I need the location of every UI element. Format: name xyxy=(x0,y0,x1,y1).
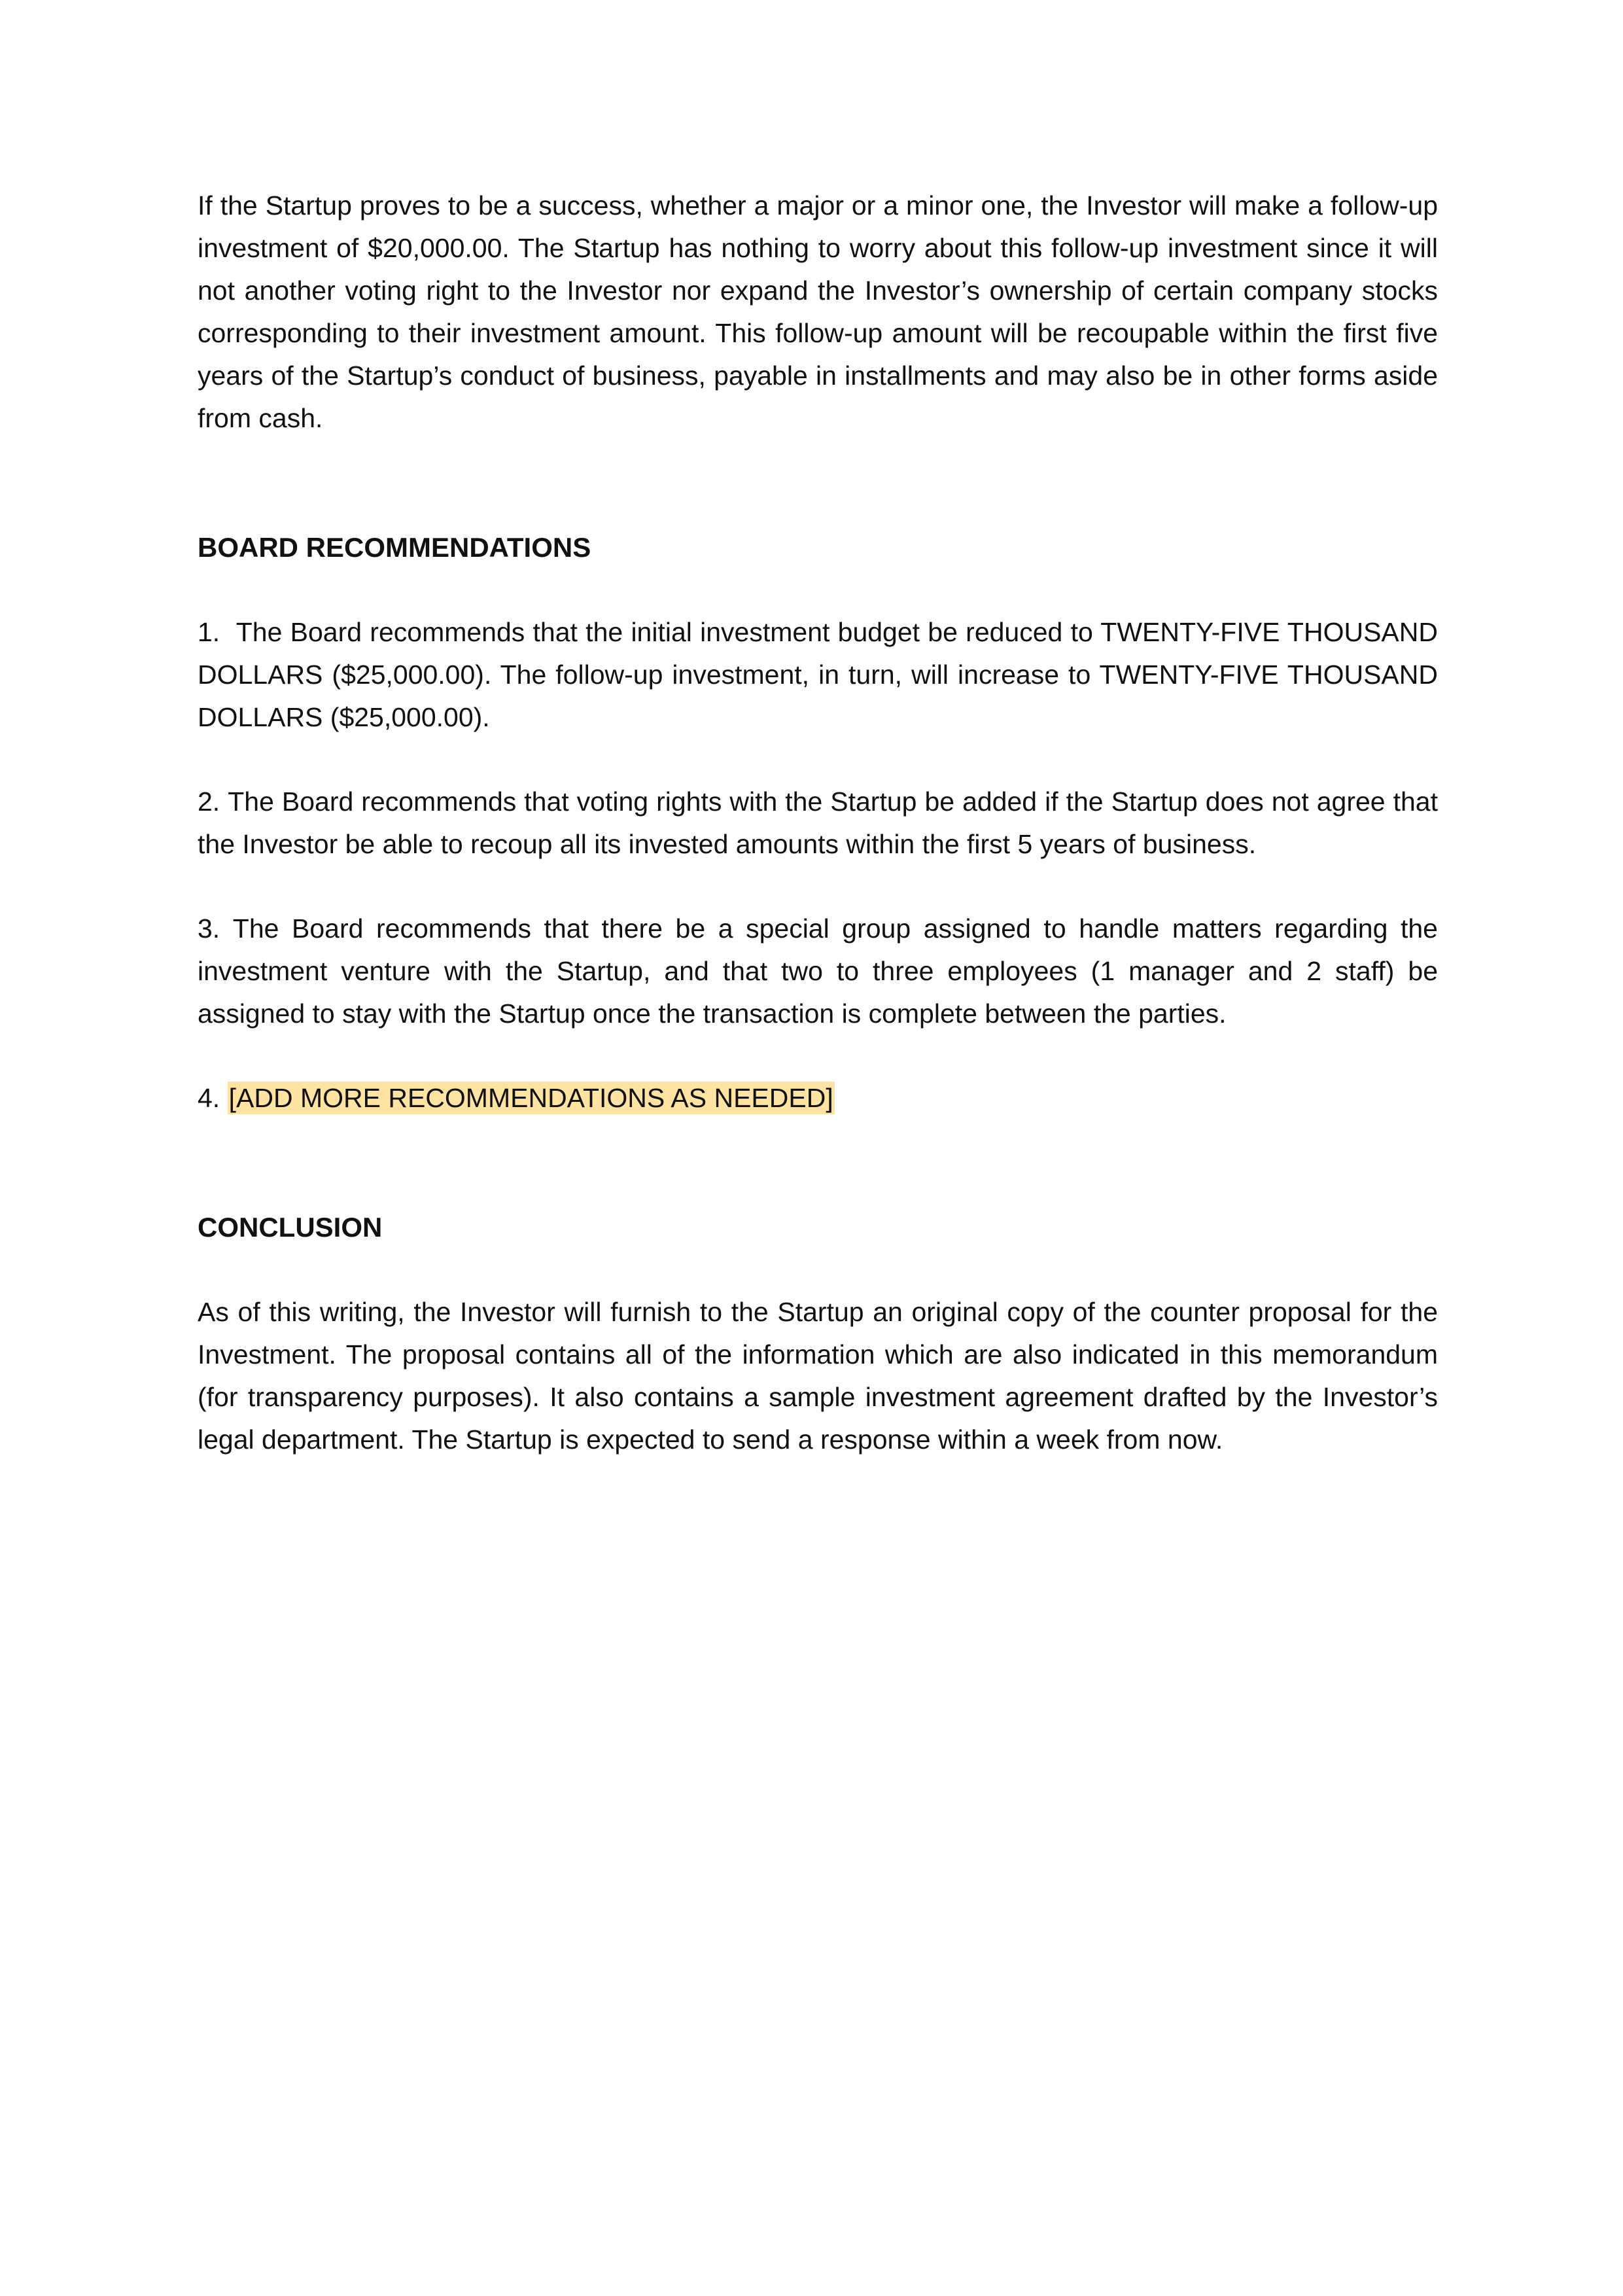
recommendation-text: The Board recommends that there be a special group assigned to handle matters regarding the investment venture with the Startup, and that two to three employees (1 manager and 2 staff) be assigned to stay with the Startup once the transaction is complete between the parties. xyxy=(198,913,1438,1029)
recommendation-text: The Board recommends that the initial investment budget be reduced to TWENTY-FIVE THOUSAND DOLLARS ($25,000.00). The follow-up investment, in turn, will increase to TWENTY-FIVE THOUSAND DOLLARS ($25,000.00). xyxy=(198,617,1438,732)
document-body xyxy=(198,185,1438,1461)
recommendation-number: 1. xyxy=(198,617,220,647)
conclusion-heading: CONCLUSION xyxy=(198,1212,383,1243)
placeholder-highlight: [ADD MORE RECOMMENDATIONS AS NEEDED] xyxy=(228,1083,833,1113)
paragraph-spacer xyxy=(198,1035,1438,1077)
recommendation-number: 2. xyxy=(198,786,220,817)
conclusion-paragraph: As of this writing, the Investor will furnish to the Startup an original copy of the counter proposal for the Investment. The proposal contains all of the information which are also indicated in this memorandum (for transparency purposes). It also contains a sample investment agreement drafted by the Investor’s legal department. The Startup is expected to send a response within a week from now. xyxy=(198,1297,1438,1455)
paragraph-spacer xyxy=(198,739,1438,781)
recommendation-item-3 xyxy=(198,908,1438,1035)
board-recommendations-heading: BOARD RECOMMENDATIONS xyxy=(198,532,591,563)
section-spacer xyxy=(198,440,1438,526)
recommendation-number: 3. xyxy=(198,913,220,944)
section-spacer xyxy=(198,569,1438,611)
recommendation-number: 4. xyxy=(198,1083,220,1113)
recommendation-item-2 xyxy=(198,781,1438,866)
recommendation-text: The Board recommends that voting rights with the Startup be added if the Startup does not agree that the Investor be able to recoup all its invested amounts within the first 5 years of business. xyxy=(198,786,1438,859)
paragraph-spacer xyxy=(198,866,1438,908)
recommendation-item-4 xyxy=(198,1077,1438,1120)
section-spacer xyxy=(198,1120,1438,1206)
intro-paragraph: If the Startup proves to be a success, whether a major or a minor one, the Investor will make a follow-up investment of $20,000.00. The Startup has nothing to worry about this follow-up investment since it will not another voting right to the Investor nor expand the Investor’s ownership of certain company stocks corresponding to their investment amount. This follow-up amount will be recoupable within the first five years of the Startup’s conduct of business, payable in installments and may also be in other forms aside from cash. xyxy=(198,190,1438,433)
recommendation-item-1 xyxy=(198,611,1438,739)
section-spacer xyxy=(198,1248,1438,1291)
